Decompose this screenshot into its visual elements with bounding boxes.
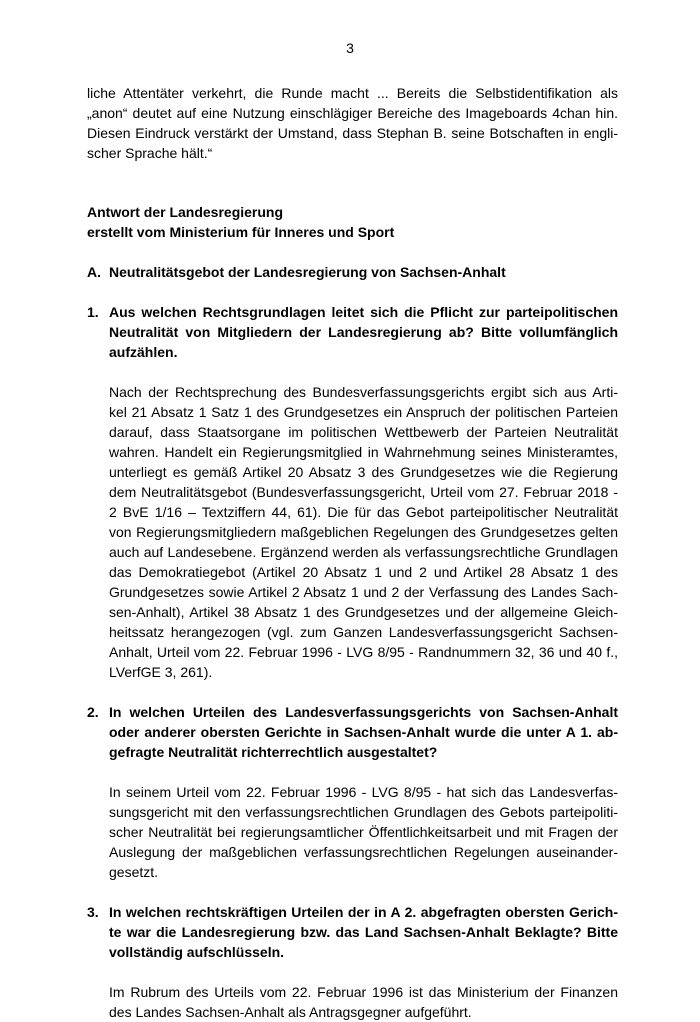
question-line: gefragte Neutralität richterrechtlich ausgestaltet? xyxy=(109,744,438,760)
answer-line: unterliegt es gemäß Artikel 20 Absatz 3 des Grundgesetzes wie die Regierung xyxy=(109,464,618,480)
question-line: In welchen rechtskräftigen Urteilen der in A 2. abgefragten obersten Gerich- xyxy=(109,904,618,920)
question-text xyxy=(109,702,618,762)
intro-line: Diesen Eindruck verstärkt der Umstand, dass Stephan B. seine Botschaften in engli- xyxy=(87,125,618,141)
answer-heading-line1: Antwort der Landesregierung xyxy=(87,204,284,220)
answer-line: des Landes Sachsen-Anhalt als Antragsgegner aufgeführt. xyxy=(109,1004,472,1020)
question-number: 2. xyxy=(87,704,99,720)
answer-line: wahren. Handelt ein Regierungsmitglied in Wahrnehmung seines Ministeramtes, xyxy=(109,444,618,460)
intro-line: scher Sprache hält.“ xyxy=(87,145,213,161)
question-line: te war die Landesregierung bzw. das Land Sachsen-Anhalt Beklagte? Bitte xyxy=(109,924,618,940)
answer-line: scher Neutralität bei regierungsamtlicher Öffentlichkeitsarbeit und mit Fragen der xyxy=(109,824,618,840)
question-number: 3. xyxy=(87,904,99,920)
answer-line: Im Rubrum des Urteils vom 22. Februar 1996 ist das Ministerium der Finanzen xyxy=(109,984,618,1000)
answer-line: LVerfGE 3, 261). xyxy=(109,664,213,680)
answer-line: kel 21 Absatz 1 Satz 1 des Grundgesetzes ein Anspruch der politischen Parteien xyxy=(109,404,618,420)
intro-line: „anon“ deutet auf eine Nutzung einschlägiger Bereiche des Imageboards 4chan hin. xyxy=(87,105,618,121)
answer-line: das Demokratiegebot (Artikel 20 Absatz 1 und 2 und Artikel 28 Absatz 1 des xyxy=(109,564,618,580)
answer-line: 2 BvE 1/16 – Textziffern 44, 61). Die für das Gebot parteipolitischer Neutralität xyxy=(109,504,618,520)
answer-heading-line2: erstellt vom Ministerium für Inneres und Sport xyxy=(87,224,395,240)
answer-3 xyxy=(109,982,618,1022)
page-number: 3 xyxy=(346,40,354,56)
answer-line: auch auf Landesebene. Ergänzend werden als verfassungsrechtliche Grundlagen xyxy=(109,544,618,560)
answer-line: darauf, dass Staatsorgane im politischen Wettbewerb der Parteien Neutralität xyxy=(109,424,618,440)
answer-2 xyxy=(109,782,618,882)
answer-heading xyxy=(87,202,618,242)
intro-line: liche Attentäter verkehrt, die Runde macht ... Bereits die Selbstidentifikation als xyxy=(87,85,618,101)
question-line: Aus welchen Rechtsgrundlagen leitet sich die Pflicht zur parteipolitischen xyxy=(109,304,618,320)
document-body xyxy=(87,83,618,1022)
answer-line: gesetzt. xyxy=(109,864,159,880)
answer-line: In seinem Urteil vom 22. Februar 1996 - LVG 8/95 - hat sich das Landesverfas- xyxy=(109,784,618,800)
intro-paragraph xyxy=(87,83,618,163)
question-line: In welchen Urteilen des Landesverfassungsgerichts von Sachsen-Anhalt xyxy=(109,704,618,720)
answer-1 xyxy=(109,382,618,682)
answer-line: Grundgesetzes sowie Artikel 2 Absatz 1 und 2 der Verfassung des Landes Sach- xyxy=(109,584,618,600)
question-line: Neutralität von Mitgliedern der Landesregierung ab? Bitte vollumfänglich xyxy=(109,324,618,340)
question-line: vollständig aufschlüsseln. xyxy=(109,944,285,960)
question-number: 1. xyxy=(87,304,99,320)
question-3 xyxy=(87,902,618,962)
question-text xyxy=(109,302,618,362)
section-heading-a xyxy=(87,262,618,282)
answer-line: Auslegung der maßgeblichen verfassungsrechtlichen Regelungen auseinander- xyxy=(109,844,618,860)
answer-line: heitssatz herangezogen (vgl. zum Ganzen Landesverfassungsgericht Sachsen- xyxy=(109,624,618,640)
answer-line: von Regierungsmitgliedern maßgeblichen Regelungen des Grundgesetzes gelten xyxy=(109,524,618,540)
question-line: aufzählen. xyxy=(109,344,178,360)
question-text xyxy=(109,902,618,962)
answer-line: Anhalt, Urteil vom 22. Februar 1996 - LVG 8/95 - Randnummern 32, 36 und 40 f., xyxy=(109,644,618,660)
question-2 xyxy=(87,702,618,762)
answer-line: sen-Anhalt), Artikel 38 Absatz 1 des Grundgesetzes und der allgemeine Gleich- xyxy=(109,604,618,620)
section-title: Neutralitätsgebot der Landesregierung von Sachsen-Anhalt xyxy=(109,264,506,280)
answer-line: Nach der Rechtsprechung des Bundesverfassungsgerichts ergibt sich aus Arti- xyxy=(109,384,618,400)
answer-line: sungsgericht mit den verfassungsrechtlichen Grundlagen des Gebots parteipoliti- xyxy=(109,804,618,820)
section-letter: A. xyxy=(87,264,101,280)
question-line: oder anderer obersten Gerichte in Sachsen-Anhalt wurde die unter A 1. ab- xyxy=(109,724,618,740)
answer-line: dem Neutralitätsgebot (Bundesverfassungsgericht, Urteil vom 27. Februar 2018 - xyxy=(109,484,618,500)
question-1 xyxy=(87,302,618,362)
